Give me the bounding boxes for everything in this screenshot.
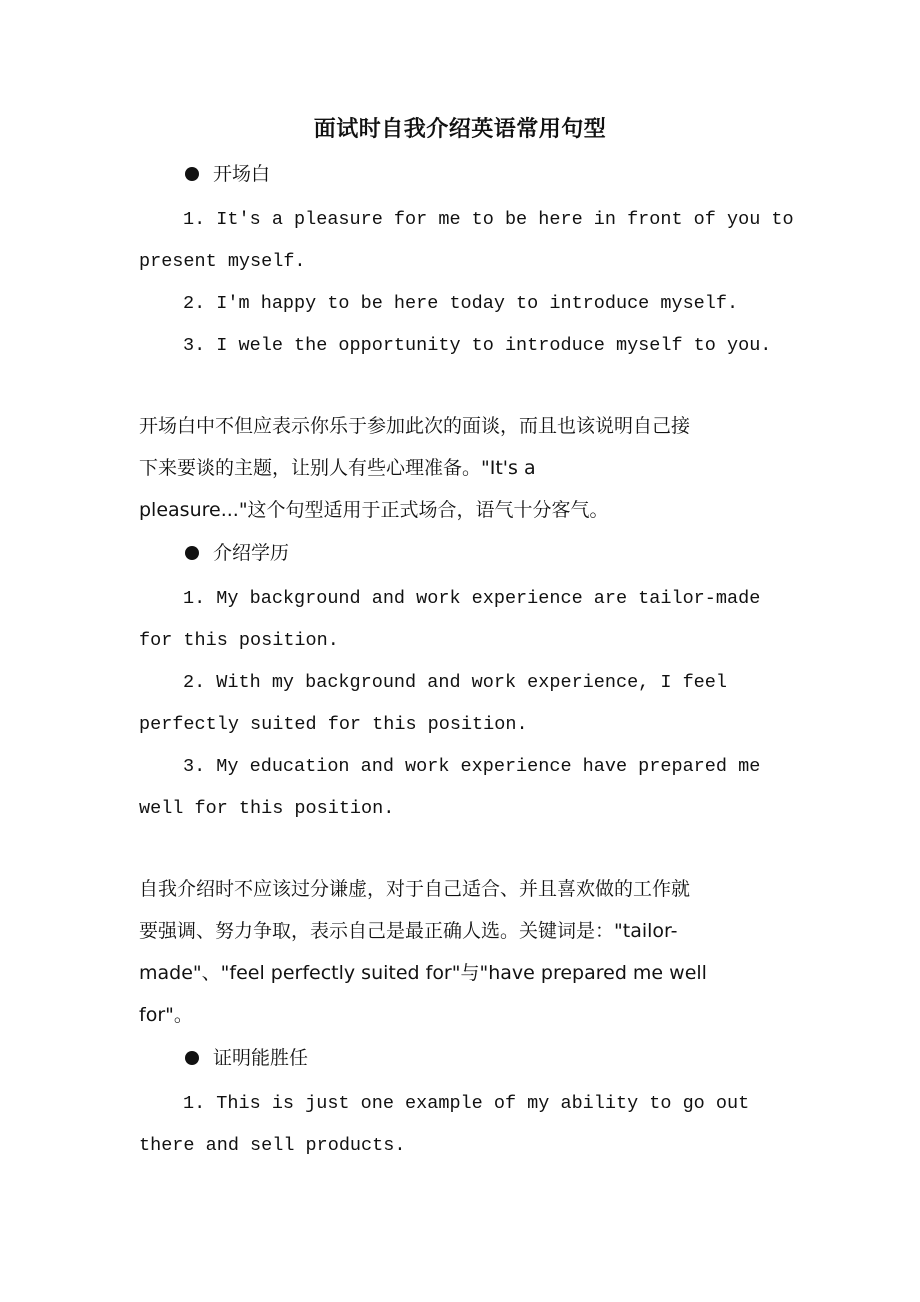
sentence-line: 1. It's a pleasure for me to be here in front of you to bbox=[183, 209, 794, 230]
explanation-line: pleasure..."这个句型适用于正式场合，语气十分客气。 bbox=[139, 499, 609, 521]
sentence-line: present myself. bbox=[139, 251, 306, 272]
sentence-line: well for this position. bbox=[139, 798, 395, 819]
sentence-line: 2. With my background and work experience, I feel bbox=[183, 672, 727, 693]
sentence-line: 2. I'm happy to be here today to introduce myself. bbox=[183, 293, 739, 314]
sentence-line: 3. I wele the opportunity to introduce myself to you. bbox=[183, 335, 772, 356]
explanation-line: 开场白中不但应表示你乐于参加此次的面谈，而且也该说明自己接 bbox=[139, 415, 691, 437]
section-heading-opening: 开场白 bbox=[185, 162, 270, 186]
explanation-line: for"。 bbox=[139, 1004, 193, 1026]
sentence-line: 1. This is just one example of my ability to go out bbox=[183, 1093, 750, 1114]
sentence-line: there and sell products. bbox=[139, 1135, 406, 1156]
page-title: 面试时自我介绍英语常用句型 bbox=[313, 116, 607, 142]
explanation-line: made"、"feel perfectly suited for"与"have prepared me well bbox=[139, 962, 707, 984]
sentence-line: for this position. bbox=[139, 630, 339, 651]
section-heading-education: 介绍学历 bbox=[185, 541, 289, 565]
sentence-line: 3. My education and work experience have prepared me bbox=[183, 756, 761, 777]
bullet-icon bbox=[185, 1051, 199, 1065]
section-heading-competence: 证明能胜任 bbox=[185, 1046, 308, 1070]
sentence-line: perfectly suited for this position. bbox=[139, 714, 528, 735]
bullet-icon bbox=[185, 546, 199, 560]
sentence-line: 1. My background and work experience are tailor-made bbox=[183, 588, 761, 609]
explanation-line: 下来要谈的主题，让别人有些心理准备。"It's a bbox=[139, 457, 536, 479]
bullet-icon bbox=[185, 167, 199, 181]
explanation-line: 要强调、努力争取，表示自己是最正确人选。关键词是："tailor- bbox=[139, 920, 678, 942]
explanation-line: 自我介绍时不应该过分谦虚，对于自己适合、并且喜欢做的工作就 bbox=[139, 878, 691, 900]
